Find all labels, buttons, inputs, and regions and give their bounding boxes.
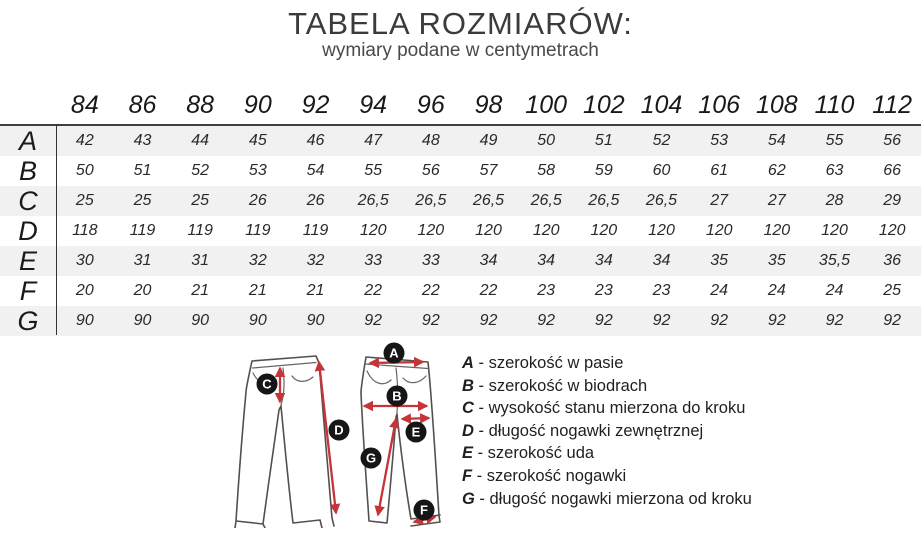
table-cell: 118 xyxy=(72,222,98,239)
table-cell: 46 xyxy=(306,132,325,149)
table-cell: 26,5 xyxy=(588,192,620,209)
pants-front-left xyxy=(235,356,334,528)
table-cell: 24 xyxy=(825,282,844,299)
table-cell: 32 xyxy=(306,252,325,269)
legend-key: B xyxy=(462,376,474,395)
table-cell: 26,5 xyxy=(645,192,678,209)
table-cell: 48 xyxy=(421,132,440,149)
table-cell: 120 xyxy=(475,222,502,239)
legend-key: A xyxy=(462,354,474,372)
size-header-cell: 110 xyxy=(814,90,855,119)
table-cell: 35 xyxy=(767,252,786,269)
legend-text: - szerokość w biodrach xyxy=(473,376,648,395)
table-cell: 120 xyxy=(532,222,560,239)
legend-item xyxy=(462,375,792,398)
size-header-cell: 94 xyxy=(359,90,388,119)
table-cell: 28 xyxy=(825,192,844,209)
table-cell: 23 xyxy=(652,282,671,299)
table-cell: 120 xyxy=(878,222,906,239)
legend-item xyxy=(462,420,792,443)
table-cell: 90 xyxy=(133,312,152,329)
row-label: F xyxy=(19,276,37,306)
svg-text:E: E xyxy=(411,424,421,440)
row-label: A xyxy=(18,126,37,156)
size-header-cell: 96 xyxy=(416,90,445,119)
pants-right-pocket-left xyxy=(367,371,391,384)
table-cell: 52 xyxy=(191,162,210,179)
table-cell: 34 xyxy=(479,252,498,269)
table-cell: 25 xyxy=(191,192,210,209)
table-cell: 51 xyxy=(133,162,152,179)
table-cell: 59 xyxy=(594,162,613,179)
table-cell: 54 xyxy=(767,132,786,149)
table-cell: 90 xyxy=(306,312,325,329)
table-cell: 55 xyxy=(364,162,383,179)
pants-left-waistband xyxy=(253,363,317,369)
row-label: E xyxy=(18,246,37,276)
table-cell: 27 xyxy=(710,192,729,209)
table-cell: 29 xyxy=(883,192,902,209)
table-cell: 31 xyxy=(133,252,152,269)
table-cell: 42 xyxy=(75,132,94,149)
pants-measurement-diagram xyxy=(230,340,460,528)
table-cell: 92 xyxy=(652,312,671,329)
table-cell: 50 xyxy=(75,162,94,179)
table-cell: 32 xyxy=(248,252,267,269)
table-cell: 92 xyxy=(594,312,613,329)
table-cell: 44 xyxy=(191,132,210,149)
table-cell: 25 xyxy=(75,192,94,209)
table-cell: 36 xyxy=(883,252,902,269)
table-cell: 22 xyxy=(421,282,440,299)
measure-arrow-g xyxy=(378,419,396,515)
table-cell: 51 xyxy=(594,132,613,149)
measure-badge-c xyxy=(257,374,278,395)
table-cell: 92 xyxy=(364,312,383,329)
table-cell: 26 xyxy=(248,192,267,209)
table-cell: 119 xyxy=(245,222,271,239)
measure-badge-b xyxy=(387,386,408,407)
size-header-cell: 90 xyxy=(243,90,272,119)
table-cell: 61 xyxy=(710,162,729,179)
pants-right-waistband xyxy=(366,364,429,369)
table-cell: 55 xyxy=(825,132,844,149)
size-header-cell: 98 xyxy=(474,90,503,119)
legend-text: - wysokość stanu mierzona do kroku xyxy=(473,399,746,418)
table-cell: 92 xyxy=(883,312,902,329)
table-cell: 27 xyxy=(767,192,786,209)
table-cell: 23 xyxy=(594,282,613,299)
measurement-arrows xyxy=(280,362,435,522)
legend-key: G xyxy=(462,489,475,508)
size-header-cell: 108 xyxy=(755,90,798,119)
size-header-cell: 112 xyxy=(872,90,913,119)
table-cell: 35 xyxy=(710,252,729,269)
table-cell: 26 xyxy=(306,192,325,209)
table-cell: 24 xyxy=(767,282,786,299)
size-header-cell: 106 xyxy=(698,90,741,119)
table-cell: 92 xyxy=(537,312,556,329)
row-label: C xyxy=(18,186,38,216)
table-row xyxy=(0,186,921,216)
table-cell: 56 xyxy=(883,132,902,149)
table-cell: 30 xyxy=(75,252,94,269)
table-row xyxy=(0,306,921,336)
size-header-cell: 86 xyxy=(128,90,157,119)
legend-item xyxy=(462,397,792,420)
size-header-row xyxy=(0,86,921,124)
measure-badge-a xyxy=(384,343,405,364)
legend-item xyxy=(462,352,792,375)
table-cell: 35,5 xyxy=(818,252,851,269)
table-cell: 120 xyxy=(417,222,445,239)
table-vertical-divider xyxy=(56,124,57,335)
size-header-cell: 102 xyxy=(582,90,625,119)
pants-left-fly xyxy=(281,368,284,405)
measure-badge-e xyxy=(406,422,427,443)
pants-right-pocket-right xyxy=(403,376,426,383)
table-cell: 120 xyxy=(821,222,848,239)
legend-text: - szerokość w pasie xyxy=(473,354,624,372)
table-cell: 90 xyxy=(75,312,94,329)
table-cell: 21 xyxy=(306,282,325,299)
table-cell: 47 xyxy=(364,132,383,149)
table-cell: 31 xyxy=(191,252,210,269)
table-cell: 120 xyxy=(648,222,675,239)
legend-item xyxy=(462,465,792,488)
table-cell: 63 xyxy=(825,162,844,179)
table-cell: 54 xyxy=(306,162,325,179)
legend-text: - długość nogawki zewnętrznej xyxy=(473,421,704,440)
table-row xyxy=(0,276,921,306)
pants-left-pocket-right xyxy=(292,376,313,381)
svg-text:G: G xyxy=(365,450,377,466)
table-cell: 120 xyxy=(590,222,618,239)
table-cell: 120 xyxy=(705,222,733,239)
table-cell: 34 xyxy=(537,252,556,269)
table-cell: 53 xyxy=(710,132,729,149)
table-cell: 34 xyxy=(594,252,613,269)
table-cell: 90 xyxy=(248,312,267,329)
measure-badge-f xyxy=(414,500,435,521)
table-cell: 119 xyxy=(187,222,213,239)
table-cell: 53 xyxy=(248,162,267,179)
table-cell: 34 xyxy=(652,252,671,269)
table-cell: 33 xyxy=(421,252,440,269)
table-cell: 20 xyxy=(75,282,94,299)
size-header-cell: 88 xyxy=(186,90,215,119)
table-cell: 22 xyxy=(364,282,383,299)
row-label: D xyxy=(18,216,38,246)
legend-item xyxy=(462,488,792,511)
table-cell: 23 xyxy=(537,282,556,299)
table-cell: 45 xyxy=(248,132,267,149)
table-cell: 57 xyxy=(479,162,498,179)
measure-badge-g xyxy=(361,448,382,469)
legend-key: E xyxy=(462,444,474,463)
legend-key: C xyxy=(462,399,474,418)
svg-text:C: C xyxy=(262,376,272,392)
measure-arrow-e xyxy=(402,418,429,419)
size-header-cell: 84 xyxy=(70,90,99,119)
table-cell: 92 xyxy=(767,312,786,329)
table-cell: 92 xyxy=(479,312,498,329)
table-cell: 66 xyxy=(883,162,902,179)
table-cell: 52 xyxy=(652,132,671,149)
table-cell: 90 xyxy=(191,312,210,329)
table-cell: 26,5 xyxy=(530,192,562,209)
legend-text: - długość nogawki mierzona od kroku xyxy=(474,489,752,508)
table-cell: 26,5 xyxy=(415,192,447,209)
table-cell: 22 xyxy=(479,282,498,299)
row-label: B xyxy=(18,156,37,186)
size-header-cell: 104 xyxy=(640,90,683,119)
page-subtitle: wymiary podane w centymetrach xyxy=(322,40,599,61)
page-title: TABELA ROZMIARÓW: xyxy=(288,6,633,41)
svg-text:A: A xyxy=(389,345,399,361)
table-cell: 60 xyxy=(652,162,671,179)
measure-badge-d xyxy=(329,420,350,441)
table-cell: 120 xyxy=(359,222,387,239)
table-cell: 26,5 xyxy=(357,192,389,209)
svg-text:D: D xyxy=(334,422,344,438)
table-cell: 92 xyxy=(710,312,729,329)
legend-item xyxy=(462,442,792,465)
table-cell: 26,5 xyxy=(472,192,505,209)
table-cell: 119 xyxy=(302,222,329,239)
table-cell: 20 xyxy=(133,282,152,299)
table-cell: 62 xyxy=(767,162,786,179)
table-cell: 49 xyxy=(479,132,498,149)
table-cell: 25 xyxy=(883,282,902,299)
table-row xyxy=(0,126,921,156)
svg-text:F: F xyxy=(420,502,428,518)
legend-key: D xyxy=(462,421,474,440)
table-cell: 21 xyxy=(191,282,210,299)
table-cell: 119 xyxy=(129,222,156,239)
legend-text: - szerokość nogawki xyxy=(472,466,627,485)
table-cell: 56 xyxy=(421,162,440,179)
table-cell: 21 xyxy=(248,282,267,299)
legend-key: F xyxy=(462,466,473,485)
table-cell: 50 xyxy=(537,132,556,149)
table-cell: 43 xyxy=(133,132,152,149)
table-cell: 92 xyxy=(421,312,440,329)
size-header-cell: 92 xyxy=(301,90,330,119)
svg-text:B: B xyxy=(392,388,402,404)
table-cell: 120 xyxy=(763,222,791,239)
size-table xyxy=(0,86,921,336)
table-cell: 92 xyxy=(825,312,844,329)
page-header xyxy=(0,8,921,61)
measurement-legend xyxy=(462,352,792,510)
table-cell: 25 xyxy=(133,192,152,209)
size-table-body xyxy=(0,124,921,336)
table-cell: 33 xyxy=(364,252,383,269)
table-row xyxy=(0,216,921,246)
row-label: G xyxy=(17,306,39,336)
legend-text: - szerokość uda xyxy=(473,444,595,463)
table-row xyxy=(0,246,921,276)
size-header-cell: 100 xyxy=(525,90,568,119)
table-cell: 58 xyxy=(537,162,556,179)
table-row xyxy=(0,156,921,186)
table-cell: 24 xyxy=(710,282,729,299)
